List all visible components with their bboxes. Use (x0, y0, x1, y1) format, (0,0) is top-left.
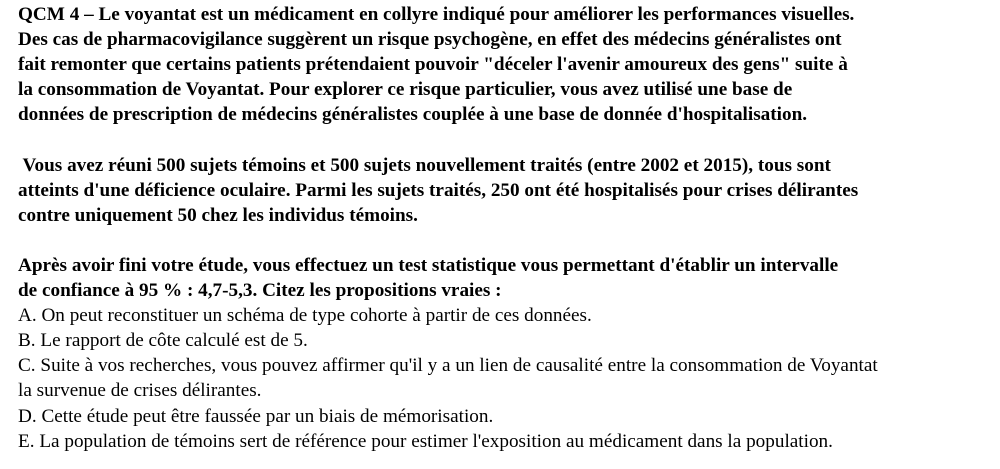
option-c (18, 353, 994, 403)
option-text-continued: la survenue de crises délirantes. (18, 380, 262, 402)
option-a (18, 303, 994, 328)
option-text: D. Cette étude peut être faussée par un biais de mémorisation. (18, 405, 494, 427)
option-text: C. Suite à vos recherches, vous pouvez affirmer qu'il y a un lien de causalité entre la consommation de Voyantat (18, 355, 878, 377)
option-text: B. Le rapport de côte calculé est de 5. (18, 330, 308, 352)
option-d (18, 404, 994, 429)
option-e (18, 429, 994, 454)
question-intro (18, 2, 994, 127)
question-prompt (18, 253, 994, 303)
question-intro-line: données de prescription de médecins généralistes couplée à une base de donnée d'hospitalisation. (18, 104, 808, 126)
question-prompt-line: de confiance à 95 % : 4,7-5,3. Citez les propositions vraies : (18, 280, 502, 302)
question-data-line: atteints d'une déficience oculaire. Parmi les sujets traités, 250 ont été hospitalisés pour crises délirantes (18, 179, 859, 201)
question-data-line: contre uniquement 50 chez les individus témoins. (18, 204, 418, 226)
option-text: E. La population de témoins sert de référence pour estimer l'exposition au médicament dans la population. (18, 430, 833, 452)
question-intro-line: la consommation de Voyantat. Pour explorer ce risque particulier, vous avez utilisé une base de (18, 79, 793, 101)
paragraph-gap (18, 228, 994, 253)
document (18, 2, 994, 454)
question-data-line: Vous avez réuni 500 sujets témoins et 500 sujets nouvellement traités (entre 2002 et 2015), tous sont (18, 154, 831, 176)
question-intro-line: QCM 4 – Le voyantat est un médicament en collyre indiqué pour améliorer les performances visuelles. (18, 4, 855, 25)
question-intro-line: Des cas de pharmacovigilance suggèrent un risque psychogène, en effet des médecins généralistes ont (18, 29, 842, 51)
question-prompt-line: Après avoir fini votre étude, vous effectuez un test statistique vous permettant d'établir un intervalle (18, 254, 839, 276)
question-data (18, 153, 994, 228)
question-intro-line: fait remonter que certains patients prétendaient pouvoir "déceler l'avenir amoureux des gens" suite à (18, 54, 848, 76)
option-text: A. On peut reconstituer un schéma de type cohorte à partir de ces données. (18, 305, 592, 327)
paragraph-gap (18, 127, 994, 152)
option-b (18, 328, 994, 353)
